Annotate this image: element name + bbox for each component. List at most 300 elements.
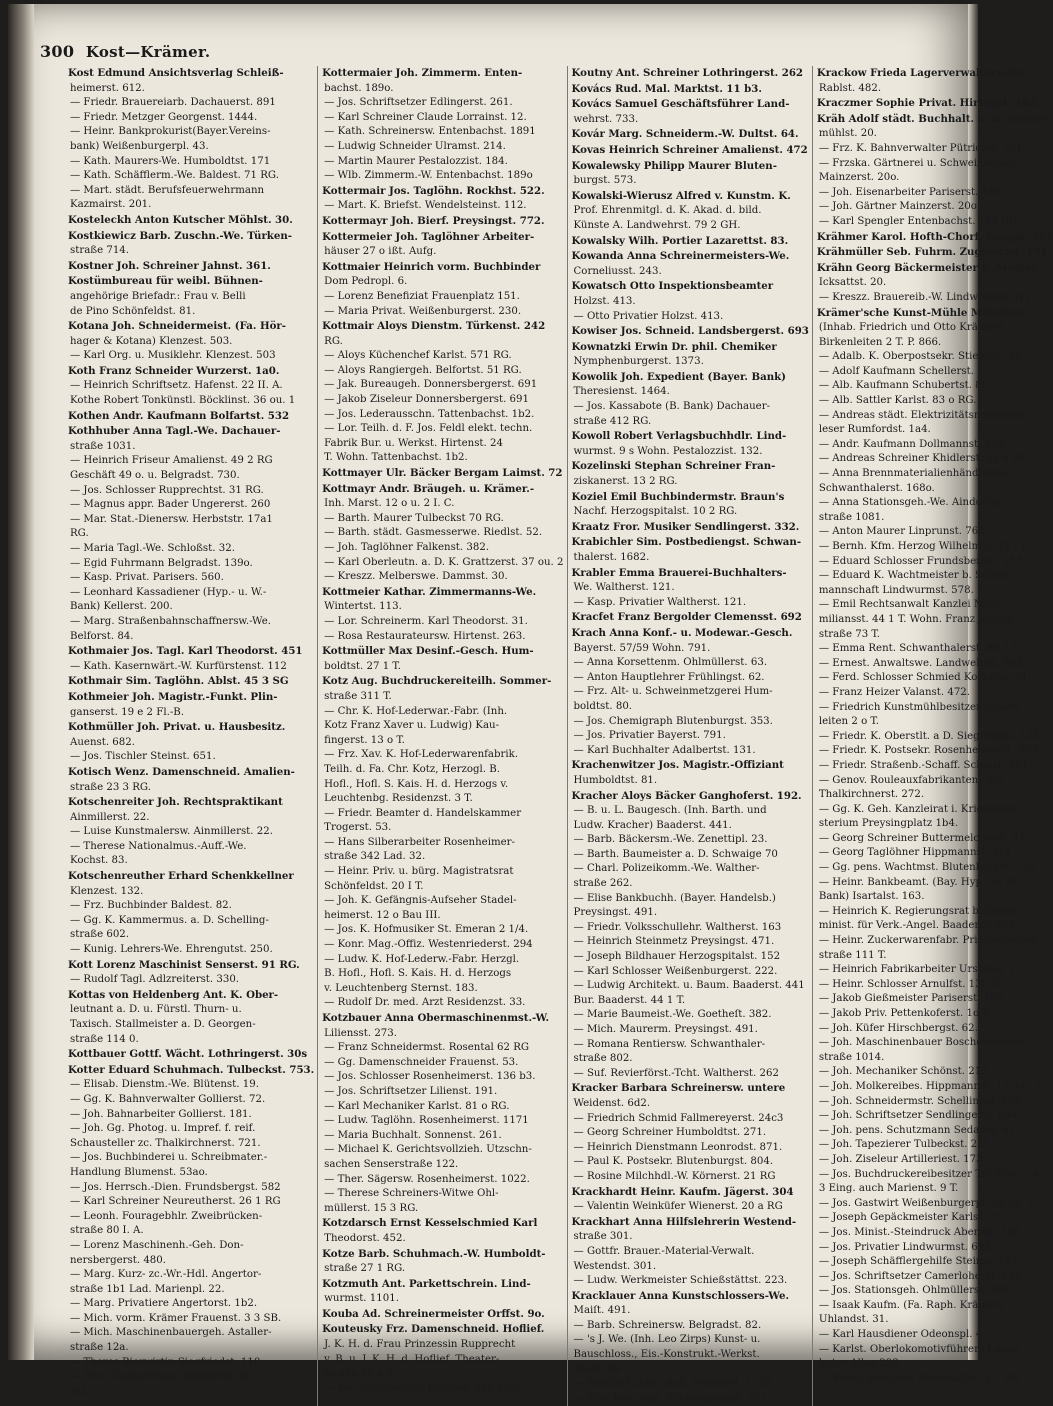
entry-text: — Paul K. Postsekr. Blutenburgst. 804.	[573, 1156, 774, 1168]
directory-entry-line	[68, 1151, 314, 1166]
directory-entry-head	[68, 795, 314, 811]
entry-text: — Friedrich Kunstmühlbesitzer Birken-	[818, 701, 1023, 713]
entry-text: — Jos. Lederausschn. Tattenbachst. 1b2.	[324, 408, 535, 420]
directory-entry-head	[817, 66, 1053, 82]
entry-text: Kovács Samuel Geschäftsführer Land-	[571, 98, 790, 111]
directory-entry-line	[68, 1018, 314, 1033]
entry-text: Kozelinski Stephan Schreiner Fran-	[571, 460, 776, 473]
entry-text: Inh. Marst. 12 o u. 2 I. C.	[324, 498, 455, 510]
directory-entry-line	[68, 557, 314, 572]
directory-entry-line	[817, 788, 1053, 803]
directory-entry-head	[68, 213, 314, 229]
directory-entry-line	[817, 365, 1053, 380]
directory-entry-line	[322, 748, 563, 763]
entry-text: — Georg Taglöhner Hippmannst. 111.	[818, 847, 1016, 859]
entry-text: straße 311 T.	[324, 690, 392, 702]
directory-entry-head	[572, 82, 809, 98]
directory-entry-line	[572, 685, 809, 700]
entry-text: Leuchtenbg. Residenzst. 3 T.	[324, 793, 473, 805]
entry-text: straße 111 T.	[818, 949, 887, 961]
entry-text: burgst. 573.	[573, 175, 637, 187]
entry-text: — Joh. pens. Schutzmann Sedanst. 51.	[818, 1124, 1018, 1136]
entry-text: boldtst. 27 1 T.	[324, 660, 401, 672]
entry-text: — Franz Schneidermst. Rosental 62 RG	[324, 1042, 530, 1054]
directory-entry-line	[68, 244, 314, 259]
directory-entry-line	[322, 982, 563, 997]
directory-entry-head	[68, 274, 314, 290]
directory-entry-line	[68, 1108, 314, 1123]
entry-text: Kostner Joh. Schreiner Jahnst. 361.	[68, 259, 271, 272]
directory-entry-head	[68, 229, 314, 245]
directory-entry-line	[572, 1377, 809, 1392]
directory-entry-line	[322, 140, 563, 155]
directory-entry-line	[322, 630, 563, 645]
directory-entry-line	[68, 1385, 314, 1400]
entry-text: angehörige Briefadr.: Frau v. Belli	[70, 290, 246, 302]
directory-entry-line	[572, 385, 809, 400]
directory-entry-line	[68, 899, 314, 914]
entry-text: — Jos. Tischler Steinst. 651.	[70, 751, 216, 763]
entry-text: RG.	[70, 1385, 89, 1397]
entry-text: — Heinrich Steinmetz Preysingst. 471.	[573, 936, 775, 948]
entry-text: Kothmeier Joh. Magistr.-Funkt. Plin-	[68, 690, 278, 703]
entry-text: Kowalski-Wierusz Alfred v. Kunstm. K.	[571, 189, 791, 202]
entry-text: B. Hofl., Hofl. S. Kais. H. d. Herzogs	[324, 968, 512, 980]
entry-text: — Ferd. Schlosser Schmied Kochelst. 31.	[818, 672, 1031, 684]
directory-entry-line	[572, 906, 809, 921]
entry-text: Preysingst. 491.	[573, 907, 658, 919]
entry-text: straße 342 Lad. 32.	[324, 851, 426, 863]
directory-entry-line	[572, 994, 809, 1009]
entry-text: — Ther. Sägersw. Rosenheimerst. 1022.	[324, 1173, 530, 1185]
entry-text: — Anna Brennmaterialienhändlersw.	[818, 468, 1009, 480]
entry-text: de Pino Schönfeldst. 81.	[70, 305, 196, 317]
entry-text: Kraczmer Sophie Privat. Hirtenst. 142.	[816, 97, 1040, 110]
directory-entry-line	[572, 935, 809, 950]
directory-entry-line	[322, 1114, 563, 1129]
directory-entry-line	[322, 82, 563, 97]
directory-entry-line	[817, 1051, 1053, 1066]
entry-text: — Joh. Eisenarbeiter Pariserst. 191.	[818, 186, 1005, 198]
entry-text: Schwanthalerst. 168o.	[818, 482, 935, 494]
directory-entry-head	[572, 610, 809, 626]
entry-text: straße 27 1 RG.	[324, 1263, 406, 1275]
directory-entry-line	[572, 1038, 809, 1053]
entry-text: — Eduard K. Wachtmeister b. Schutz-	[818, 570, 1014, 582]
directory-entry-head	[572, 66, 809, 82]
directory-entry-line	[322, 615, 563, 630]
directory-entry-line	[68, 542, 314, 557]
directory-entry-line	[322, 1056, 563, 1071]
directory-entry-head	[68, 1063, 314, 1079]
directory-entry-line	[322, 1027, 563, 1042]
directory-entry-line	[817, 409, 1053, 424]
entry-text: — Joh. Küfer Hirschbergst. 62.	[818, 1022, 978, 1034]
directory-entry-line	[572, 1023, 809, 1038]
directory-entry-head	[572, 340, 809, 356]
directory-entry-line	[572, 1260, 809, 1275]
entry-text: — Heinr. Bankbeamt. (Bay. Hyp.- u. W.-	[818, 876, 1021, 888]
directory-entry-line	[817, 1065, 1053, 1080]
entry-text: — Chr. K. Hof-Lederwar.-Fabr. (Inh.	[324, 705, 508, 717]
entry-text: mannschaft Lindwurmst. 578.	[818, 584, 974, 596]
entry-text: Rablst. 482.	[818, 82, 882, 94]
directory-entry-line	[572, 862, 809, 877]
entry-text: — Jos. Schriftsetzer Camerloherst. 641.	[818, 1270, 1025, 1282]
entry-text: — Joh. Gärtner Mainzerst. 20o.	[818, 201, 980, 213]
directory-entry-line	[68, 290, 314, 305]
entry-text: — Wlb. Zimmerm.-W. Entenbachst. 189o	[324, 170, 533, 182]
entry-text: Geschäft 49 o. u. Belgradst. 730.	[70, 470, 240, 482]
entry-text: — Anton Maurer Linprunst. 763.	[818, 526, 988, 538]
entry-text: straße 73 T.	[818, 628, 880, 640]
entry-text: straße 602.	[70, 929, 130, 941]
entry-text: — Leonhard Kassadiener (Hyp.- u. W.-	[70, 586, 267, 598]
entry-text: — Romana Rentiersw. Schwanthaler-	[573, 1038, 766, 1050]
entry-text: — Joh. K. Gefängnis-Aufseher Stadel-	[324, 895, 517, 907]
entry-text: Kostkiewicz Barb. Zuschn.-We. Türken-	[68, 229, 292, 242]
directory-entry-line	[817, 584, 1053, 599]
entry-text: straße 1031.	[70, 440, 136, 452]
entry-text: leutnant a. D. u. Fürstl. Thurn- u.	[70, 1004, 242, 1016]
entry-text: Kostümbureau für weibl. Bühnen-	[68, 275, 263, 288]
entry-text: — Joh. Schneidermstr. Schellingst. 484.	[818, 1095, 1024, 1107]
entry-text: — Kunig. Lehrers-We. Ehrengutst. 250.	[70, 944, 273, 956]
directory-entry-line	[322, 111, 563, 126]
directory-entry-line	[817, 1372, 1053, 1387]
directory-entry-line	[68, 1137, 314, 1152]
directory-entry-line	[572, 774, 809, 789]
directory-entry-head	[322, 184, 563, 200]
entry-text: straße 714.	[70, 245, 130, 257]
directory-entry-line	[322, 1085, 563, 1100]
directory-entry-line	[322, 1353, 563, 1368]
directory-entry-line	[817, 496, 1053, 511]
entry-text: Kracklauer Anna Kunstschlossers-We.	[571, 1289, 789, 1302]
directory-entry-line	[817, 876, 1053, 891]
directory-entry-head	[68, 674, 314, 690]
entry-text: heimerst. 612.	[70, 82, 145, 94]
directory-entry-head	[68, 364, 314, 380]
entry-text: — Jos. Privatier Bayerst. 791.	[573, 730, 726, 742]
directory-entry-line	[572, 551, 809, 566]
entry-text: Bank) Kellerst. 200.	[70, 601, 173, 613]
entry-text: häuser 27 o ißt. Aufg.	[324, 246, 437, 258]
directory-entry-line	[572, 445, 809, 460]
entry-text: Krähmer Karol. Hofth-Chorf. Burgst. 101	[816, 230, 1053, 243]
directory-entry-line	[817, 934, 1053, 949]
entry-text: Kouteusky Frz. Damenschneid. Hoflief.	[322, 1323, 545, 1336]
entry-text: Krackhart Anna Hilfslehrerin Westend-	[571, 1215, 797, 1228]
directory-entry-line	[572, 1112, 809, 1127]
entry-text: — Karl Schreiner Neureutherst. 26 1 RG	[70, 1196, 281, 1208]
directory-entry-line	[572, 310, 809, 325]
directory-entry-head	[572, 1289, 809, 1305]
entry-text: — Emil Rechtsanwalt Kanzlei Maxi-	[818, 599, 1003, 611]
entry-text: Maiſt. 491.	[573, 1305, 631, 1317]
directory-entry-line	[68, 394, 314, 409]
entry-text: — Frz. Buchbinder Baldest. 82.	[70, 900, 232, 912]
entry-text: miliansst. 44 1 T. Wohn. Franz Joseph-	[818, 613, 1017, 625]
directory-entry-line	[68, 140, 314, 155]
directory-entry-line	[572, 1304, 809, 1319]
directory-entry-line	[572, 295, 809, 310]
directory-entry-line	[68, 1239, 314, 1254]
directory-entry-line	[817, 890, 1053, 905]
directory-entry-line	[572, 1155, 809, 1170]
entry-text: — Friedr. Brauereiarb. Dachauerst. 891	[70, 97, 276, 109]
directory-entry-line	[817, 1211, 1053, 1226]
entry-text: — Rosa Restaurateursw. Hirtenst. 263.	[324, 630, 526, 642]
directory-entry-head	[68, 259, 314, 275]
entry-text: — Ludw. K. Hof-Lederw.-Fabr. Herzgl.	[324, 953, 520, 965]
entry-text: Auenst. 682.	[70, 736, 135, 748]
entry-text: — Aloys Rangiergeh. Belfortst. 51 RG.	[324, 364, 522, 376]
directory-entry-head	[817, 306, 1053, 322]
directory-entry-line	[817, 963, 1053, 978]
directory-entry-line	[817, 525, 1053, 540]
entry-text: — Joseph Schäfflergehilfe Steinst. 482.	[818, 1256, 1021, 1268]
directory-entry-line	[572, 1200, 809, 1215]
entry-text: — Joh. Ziseleur Artilleriest. 173.	[818, 1153, 986, 1165]
page-header	[40, 42, 210, 61]
directory-entry-line	[322, 600, 563, 615]
directory-entry-line	[322, 408, 563, 423]
directory-entry-line	[68, 885, 314, 900]
entry-text: — Eduard Schlosser Frundsbergst. 153.	[818, 555, 1026, 567]
directory-entry-line	[68, 82, 314, 97]
directory-entry-line	[322, 996, 563, 1011]
entry-text: leser Rumfordst. 1a4.	[818, 424, 931, 436]
directory-entry-line	[68, 943, 314, 958]
entry-text: — Heinrich Fabrikarbeiter Ursulast. 21.	[818, 964, 1026, 976]
directory-entry-line	[817, 832, 1053, 847]
directory-entry-line	[322, 1202, 563, 1217]
directory-entry-line	[322, 155, 563, 170]
entry-text: — Jos. Herrsch.-Dien. Frundsbergst. 582	[70, 1181, 281, 1193]
entry-text: — Jos. Zuschneider Herrnst. 27a Entr.	[324, 1382, 522, 1394]
directory-entry-line	[817, 861, 1053, 876]
directory-columns	[68, 66, 1053, 1404]
entry-text: — 's J. We. (Inh. Leo Zirps) Kunst- u.	[573, 1334, 761, 1346]
entry-text: Mainzerst. 20o.	[818, 172, 900, 184]
entry-text: — Gg. K. Bahnverwalter Gollierst. 72.	[70, 1093, 266, 1105]
entry-text: Kracfet Franz Bergolder Clemensst. 692	[571, 611, 802, 624]
entry-text: Kraatz Fror. Musiker Sendlingerst. 332.	[571, 520, 800, 533]
directory-entry-line	[322, 245, 563, 260]
directory-entry-line	[68, 600, 314, 615]
directory-entry-line	[322, 556, 563, 571]
entry-text: Bayerst. 57/59 Wohn. 791.	[573, 642, 711, 654]
directory-entry-head	[572, 535, 809, 551]
directory-entry-line	[322, 199, 563, 214]
entry-text: Ludw. Kracher) Baaderst. 441.	[573, 819, 732, 831]
entry-text: mühlst. 20.	[818, 128, 877, 140]
entry-text: — Heinrich Schriftsetz. Hafenst. 22 II. A.	[70, 380, 283, 392]
directory-entry-line	[68, 736, 314, 751]
entry-text: — Alb. Sattler Karlst. 83 o RG.	[818, 395, 977, 407]
directory-entry-line	[68, 1283, 314, 1298]
entry-text: — Kath. Kasernwärt.-W. Kurfürstenst. 112	[70, 660, 287, 672]
entry-text: — Ernest. Anwaltswe. Landwehrst. 602.	[818, 657, 1027, 669]
entry-text: Kottmaier Heinrich vorm. Buchbinder	[322, 260, 541, 273]
directory-entry-line	[572, 1319, 809, 1334]
entry-text: ziskanerst. 13 2 RG.	[573, 476, 678, 488]
entry-text: Kottmair Aloys Dienstm. Türkenst. 242	[322, 320, 546, 333]
entry-text: — Paul Dek.-Mal. Schraudolphst. 281.	[573, 1392, 770, 1404]
entry-text: straße 38 o T.	[324, 1368, 395, 1380]
entry-text: — Aloys Küchenchef Karlst. 571 RG.	[324, 350, 512, 362]
directory-entry-line	[322, 364, 563, 379]
entry-text: Koziel Emil Buchbindermstr. Braun's	[571, 490, 785, 503]
directory-entry-line	[68, 706, 314, 721]
directory-entry-line	[817, 803, 1053, 818]
directory-entry-line	[817, 1357, 1053, 1372]
entry-text: Icksattst. 20.	[818, 277, 887, 289]
directory-entry-head	[572, 1215, 809, 1231]
entry-text: — Lorenz Benefiziat Frauenplatz 151.	[324, 290, 520, 302]
entry-text: Kottermaier Joh. Zimmerm. Enten-	[322, 67, 523, 79]
entry-text: — Joh. Taglöhner Falkenst. 382.	[324, 542, 490, 553]
directory-entry-head	[572, 566, 809, 582]
directory-entry-line	[68, 1181, 314, 1196]
entry-text: — Joseph Bildhauer Herzogspitalst. 152	[573, 951, 781, 963]
entry-text: — Karl Mechaniker Karlst. 81 o RG.	[324, 1100, 510, 1112]
directory-entry-line	[68, 184, 314, 199]
entry-text: — Joh. Mechaniker Schönst. 213.	[818, 1066, 991, 1078]
directory-entry-head	[322, 1247, 563, 1263]
entry-text: — Kath. Schäfflerm.-We. Baldest. 71 RG.	[70, 170, 279, 182]
directory-entry-line	[817, 555, 1053, 570]
directory-entry-line	[817, 379, 1053, 394]
directory-entry-line	[322, 125, 563, 140]
directory-entry-line	[817, 1270, 1053, 1285]
directory-entry-line	[322, 1173, 563, 1188]
entry-text: — Rudolf Tagl. Adlzreiterst. 330.	[70, 974, 240, 986]
entry-text: Kotz Franz Xaver u. Ludwig) Kau-	[324, 720, 500, 732]
directory-entry-line	[322, 1129, 563, 1144]
directory-entry-line	[572, 950, 809, 965]
directory-entry-head	[572, 429, 809, 445]
directory-entry-line	[68, 469, 314, 484]
directory-entry-line	[68, 615, 314, 630]
entry-text: Kottermayr Joh. Bierf. Preysingst. 772.	[322, 214, 545, 227]
entry-text: — Jos. Schlosser Rosenheimerst. 136 b3.	[324, 1071, 536, 1083]
entry-text: Fabrik Bur. u. Werkst. Hirtenst. 24	[324, 437, 503, 449]
entry-text: — Elisab. Dienstm.-We. Blütenst. 19.	[70, 1079, 259, 1091]
directory-entry-line	[322, 96, 563, 111]
directory-entry-line	[817, 1284, 1053, 1299]
directory-entry-line	[572, 355, 809, 370]
entry-text: Kowatsch Otto Inspektionsbeamter	[571, 280, 774, 293]
directory-entry-line	[572, 833, 809, 848]
directory-entry-line	[817, 291, 1053, 306]
entry-text: — Suf. Revierförst.-Tcht. Waltherst. 262	[573, 1067, 779, 1079]
directory-entry-line	[572, 204, 809, 219]
entry-text: — Heinr. Schlosser Arnulfst. 130 3.	[818, 978, 1002, 990]
directory-entry-line	[68, 1341, 314, 1356]
entry-text: — Frz. K. Bahnverwalter Pütrichst. 3a1.	[818, 142, 1026, 154]
entry-text: Kottbauer Gottf. Wächt. Lothringerst. 30s	[68, 1048, 308, 1061]
entry-text: — Joh. Schriftsetzer Sendlingerst. 854.	[818, 1110, 1021, 1122]
directory-entry-line	[68, 1195, 314, 1210]
entry-text: — Frz. Xav. K. Hof-Lederwarenfabrik.	[324, 749, 519, 761]
directory-entry-head	[322, 674, 563, 690]
directory-entry-line	[68, 660, 314, 675]
entry-text: Krackhardt Heinr. Kaufm. Jägerst. 304	[571, 1185, 794, 1198]
entry-text: T. Wohn. Tattenbachst. 1b2.	[324, 452, 468, 464]
directory-entry-line	[817, 1080, 1053, 1095]
entry-text: Koutny Ant. Schreiner Lothringerst. 262	[571, 67, 804, 79]
entry-text: straße 114 0.	[70, 1033, 139, 1045]
entry-text: Birkenleiten 2 T. P. 866.	[818, 336, 942, 348]
entry-text: Kotzbauer Anna Obermaschinenmst.-W.	[322, 1012, 550, 1024]
directory-entry-line	[68, 169, 314, 184]
entry-text: Kazmairst. 201.	[70, 199, 152, 211]
entry-text: Kovács Rud. Mal. Marktst. 11 b3.	[571, 82, 762, 95]
entry-text: — Joh. Molkereibes. Hippmannst. 11 o u. 1	[818, 1080, 1041, 1092]
column-2	[322, 66, 563, 1406]
directory-entry-line	[572, 848, 809, 863]
directory-entry-line	[322, 497, 563, 512]
directory-entry-line	[817, 186, 1053, 201]
directory-entry-line	[322, 570, 563, 585]
entry-text: — Heinrich K. Regierungsrat b. Staats-	[818, 905, 1022, 917]
entry-text: müllerst. 15 3 RG.	[324, 1202, 419, 1214]
entry-text: sachen Senserstraße 122.	[324, 1158, 459, 1170]
directory-entry-line	[322, 1158, 563, 1173]
directory-entry-line	[322, 541, 563, 556]
entry-text: — Frz. Alt- u. Schweinmetzgerei Hum-	[573, 686, 773, 698]
entry-text: — Mart. städt. Berufsfeuerwehrmann	[70, 184, 265, 196]
directory-entry-line	[817, 540, 1053, 555]
entry-text: — Magnus appr. Bader Ungererst. 260	[70, 499, 271, 511]
directory-entry-line	[322, 1262, 563, 1277]
entry-text: Krähmüller Seb. Fuhrm. Zugspitzst. 171.	[816, 246, 1052, 259]
entry-text: — Jos. K. Hofmusiker St. Emeran 2 1/4.	[324, 924, 529, 936]
entry-text: Wintertst. 113.	[324, 601, 402, 613]
entry-text: — Lorenz Maschinenh.-Geh. Don-	[70, 1239, 244, 1251]
entry-text: — Ludwig Architekt. u. Baum. Baaderst. 441	[573, 980, 805, 992]
directory-entry-line	[817, 1036, 1053, 1051]
directory-entry-line	[817, 628, 1053, 643]
directory-entry-line	[68, 305, 314, 320]
directory-entry-line	[68, 1297, 314, 1312]
directory-entry-line	[322, 734, 563, 749]
directory-entry-head	[572, 758, 809, 774]
directory-entry-line	[68, 973, 314, 988]
directory-entry-line	[322, 778, 563, 793]
directory-entry-line	[817, 467, 1053, 482]
directory-entry-head	[68, 720, 314, 736]
directory-entry-line	[322, 894, 563, 909]
directory-entry-line	[817, 321, 1053, 336]
directory-entry-line	[817, 1109, 1053, 1124]
directory-entry-line	[572, 1170, 809, 1185]
entry-text: Kottermeier Joh. Taglöhner Arbeiter-	[322, 230, 535, 243]
entry-text: Kräh Adolf städt. Buchhalt. a. D. Wester-	[816, 112, 1051, 125]
directory-entry-line	[817, 82, 1053, 97]
entry-text: — Friedr. Straßenb.-Schaff. Schulst. 321	[818, 759, 1028, 771]
entry-text: — Andr. Kaufmann Dollmannst. 173.	[818, 438, 1008, 450]
entry-text: Belforst. 84.	[70, 630, 134, 642]
entry-text: — Friedr. Beamter d. Handelskammer	[324, 807, 522, 819]
directory-entry-line	[68, 484, 314, 499]
entry-text: Taxisch. Stallmeister a. D. Georgen-	[70, 1019, 256, 1030]
entry-text: Krähn Georg Bäckermeister u. Melber	[816, 261, 1037, 274]
directory-entry-line	[322, 1232, 563, 1247]
directory-entry-head	[322, 66, 563, 82]
